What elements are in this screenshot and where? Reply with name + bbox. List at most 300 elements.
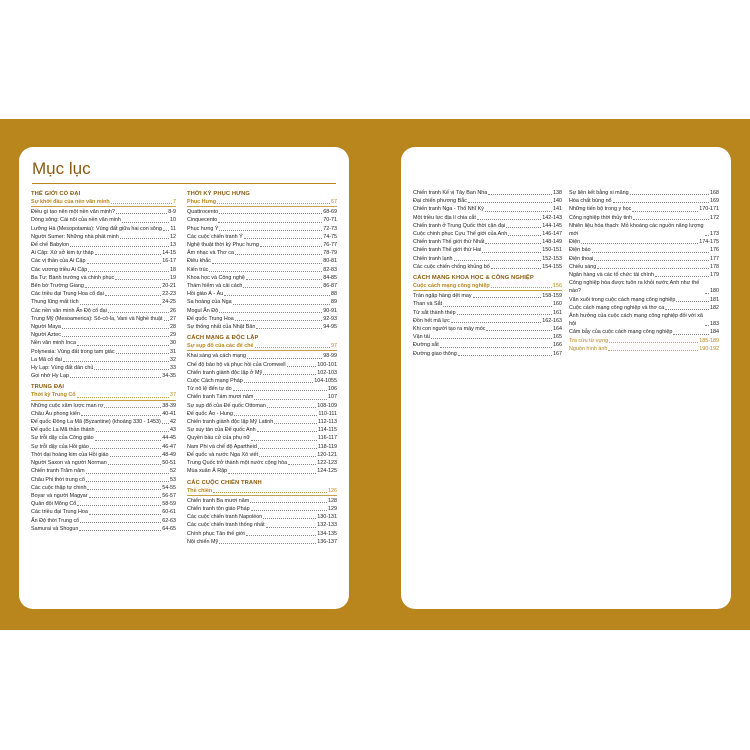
dot-leader	[608, 350, 698, 351]
page-number: 60-61	[162, 509, 176, 516]
page-number: 42	[170, 419, 176, 426]
page-number: 67	[331, 199, 337, 205]
toc-entry[interactable]	[31, 315, 176, 323]
entry-title: Sa hoàng của Nga	[187, 299, 232, 306]
toc-entry[interactable]	[31, 257, 176, 265]
toc-entry[interactable]	[187, 298, 337, 306]
toc-entry[interactable]	[413, 325, 562, 333]
dot-leader	[431, 338, 552, 339]
toc-entry[interactable]	[187, 208, 337, 216]
toc-entry[interactable]	[31, 418, 176, 426]
dot-leader	[79, 530, 161, 531]
toc-entry[interactable]	[31, 508, 176, 516]
dot-leader	[62, 328, 169, 329]
entry-title: Khoa học và Công nghệ	[187, 274, 245, 281]
dot-leader	[77, 505, 161, 506]
toc-column-1	[31, 187, 176, 533]
dot-leader	[263, 374, 316, 375]
page-number: 33	[170, 365, 176, 372]
toc-entry[interactable]	[187, 352, 337, 360]
section-heading: CÁCH MẠNG & ĐỘC LẬP	[187, 335, 259, 342]
entry-title: Châu Phi thời trung cổ	[31, 476, 85, 483]
dot-leader	[95, 254, 162, 255]
dot-leader	[705, 293, 709, 294]
dot-leader	[116, 353, 169, 354]
page-number: 104-1055	[314, 378, 337, 385]
dot-leader	[473, 297, 542, 298]
entry-title: Từ sắt thành thép	[413, 309, 456, 316]
toc-entry[interactable]	[413, 189, 562, 197]
entry-title: Cuộc chinh phục Cựu Thế giới của Anh	[413, 231, 508, 238]
entry-title: Âm nhạc và Thơ ca	[187, 250, 234, 257]
dot-leader	[80, 522, 161, 523]
toc-entry[interactable]	[569, 214, 719, 222]
page-number: 97	[331, 343, 337, 350]
toc-entry[interactable]	[187, 426, 337, 434]
toc-entry[interactable]	[187, 377, 337, 385]
entry-title: Người Aztec	[31, 332, 61, 339]
page-number: 142-143	[542, 214, 562, 221]
dot-leader	[219, 543, 316, 544]
toc-entry[interactable]	[569, 263, 719, 271]
dot-leader	[86, 473, 169, 474]
entry-title: Thám hiểm và cải cách	[187, 283, 243, 290]
toc-entry[interactable]	[187, 274, 337, 282]
toc-entry[interactable]	[569, 328, 719, 336]
toc-entry[interactable]	[31, 216, 176, 224]
dot-leader	[219, 213, 322, 214]
dot-leader	[234, 415, 318, 416]
entry-title: Cuộc cách mạng công nghiệp	[413, 283, 490, 290]
page-number: 94-95	[323, 324, 337, 331]
entry-title: Chiếu sáng	[569, 263, 597, 270]
entry-title: Trung Mỹ (Mesoamerica): Sô-cô-la, Vani và Nghề thuật	[31, 315, 163, 322]
entry-title: Một triều lực địa lí chia cắt	[413, 214, 476, 221]
toc-entry[interactable]	[569, 296, 719, 304]
toc-entry[interactable]	[31, 426, 176, 434]
page-number: 129	[328, 505, 337, 512]
page-number: 154-155	[542, 263, 562, 270]
dot-leader	[488, 194, 552, 195]
toc-entry[interactable]	[31, 331, 176, 339]
entry-title: Đồn hết mã lực	[413, 317, 450, 324]
entry-title: Chiến tranh Ba mươi năm	[187, 497, 250, 504]
entry-title: Điêu khắc	[187, 258, 211, 265]
entry-title: Phục hưng Ý	[187, 225, 219, 232]
toc-entry[interactable]	[569, 238, 719, 246]
toc-entry[interactable]	[31, 208, 176, 216]
toc-entry[interactable]	[569, 271, 719, 279]
dot-leader	[705, 325, 709, 326]
page-number: 30	[170, 340, 176, 347]
dot-leader	[94, 369, 169, 370]
dot-leader	[70, 377, 161, 378]
dot-leader	[506, 227, 541, 228]
page-number: 22-23	[162, 291, 176, 298]
dot-leader	[243, 287, 322, 288]
entry-title: Gọi nhớ Hy Lạp	[31, 373, 69, 380]
page-number: 182	[710, 304, 719, 311]
toc-entry[interactable]	[569, 279, 719, 295]
entry-title: Cinquecento	[187, 217, 218, 224]
page-number: 170-171	[699, 206, 719, 213]
toc-entry[interactable]	[187, 443, 337, 451]
entry-title: Từ nô lệ đến tự do	[187, 386, 232, 393]
page-number: 169	[710, 198, 719, 205]
toc-entry[interactable]	[187, 307, 337, 315]
toc-entry[interactable]	[413, 300, 562, 308]
page-number: 50-51	[162, 460, 176, 467]
page-number: 150-151	[542, 247, 562, 254]
dot-leader	[87, 489, 161, 490]
index-entry[interactable]	[569, 345, 719, 353]
page-number: 160	[553, 301, 562, 308]
entry-title: Các triều đại Trung Hoa	[31, 509, 88, 516]
entry-title: Than và Sắt	[413, 301, 443, 308]
toc-entry[interactable]	[187, 505, 337, 513]
index-entry[interactable]	[569, 337, 719, 345]
page-number: 118-119	[318, 443, 337, 450]
dot-leader	[257, 431, 317, 432]
entry-title: Tràn ngập hàng dệt may	[413, 293, 472, 300]
toc-entry[interactable]	[413, 238, 562, 246]
entry-title: Cảm bẫy của cuộc cách mạng công nghiệp	[569, 329, 673, 336]
toc-entry[interactable]	[187, 385, 337, 393]
toc-entry[interactable]	[413, 309, 562, 317]
toc-entry[interactable]	[187, 323, 337, 331]
entry-title: Châu Âu phong kiến	[31, 410, 80, 417]
entry-title: Công nghiệp hóa được tuôn ra khỏi nước Anh như thế nào?	[569, 280, 700, 295]
dot-leader	[246, 535, 317, 536]
entry-title: Chiến tranh Trăm năm	[31, 468, 85, 475]
page-number: 108-109	[317, 402, 337, 409]
toc-entry[interactable]	[187, 257, 337, 265]
entry-title: Sự thống nhất của Nhật Bản	[187, 324, 256, 331]
entry-title: Boyar và người Magyar	[31, 492, 88, 499]
entry-title: Nhiên liệu hóa thạch: Mỏ khoáng các nguồn năng lượng mới	[569, 222, 704, 238]
toc-entry[interactable]	[413, 333, 562, 341]
dot-leader	[673, 334, 709, 335]
toc-entry[interactable]	[187, 393, 337, 401]
page-number: 18	[170, 266, 176, 273]
toc-entry[interactable]	[31, 249, 176, 257]
page-number: 100-101	[317, 361, 337, 368]
page-number: 10	[170, 217, 176, 224]
page-number: 53	[170, 476, 176, 483]
entry-title: Chiến tranh Kế vị Tây Ban Nha	[413, 190, 488, 196]
page-number: 98-99	[323, 353, 337, 360]
dot-leader	[219, 230, 322, 231]
entry-title: Cuộc cách mạng công nghiệp và thơ ca	[569, 304, 665, 311]
toc-entry[interactable]	[31, 484, 176, 492]
entry-title: Bên bờ Trường Giang	[31, 283, 84, 290]
entry-title: La Mã cổ đại	[31, 356, 62, 363]
toc-entry[interactable]	[31, 323, 176, 331]
dot-leader	[219, 312, 322, 313]
entry-title: Điện thoại	[569, 255, 594, 262]
page-number: 116-117	[318, 435, 337, 442]
toc-entry[interactable]	[187, 216, 337, 224]
toc-entry[interactable]	[187, 402, 337, 410]
toc-entry[interactable]	[31, 348, 176, 356]
page-number: 138	[553, 190, 562, 196]
dot-leader	[454, 260, 542, 261]
page-number: 8-9	[168, 209, 176, 216]
entry-title: Đế quốc La Mã thần thánh	[31, 427, 95, 434]
dot-leader	[89, 514, 161, 515]
dot-leader	[485, 211, 552, 212]
page-number: 11	[170, 225, 176, 232]
toc-entry[interactable]	[187, 410, 337, 418]
page-number: 20-21	[162, 283, 176, 290]
toc-entry[interactable]	[569, 246, 719, 254]
page-number: 130-131	[317, 514, 337, 521]
entry-title: Các vị thần của Ai Cập	[31, 258, 86, 265]
section-heading: THẾ GIỚI CỔ ĐẠI	[31, 191, 81, 197]
toc-entry[interactable]	[187, 290, 337, 298]
toc-entry[interactable]	[569, 197, 719, 205]
toc-entry[interactable]	[31, 467, 176, 475]
page-number: 16-17	[162, 258, 176, 265]
page-number: 27	[170, 315, 176, 322]
dot-leader	[613, 202, 709, 203]
entry-title: Lưỡng Hà (Mesopotamia): Vùng đất giữa hai con sông	[31, 225, 162, 232]
dot-leader	[233, 390, 327, 391]
page-number: 68-69	[323, 209, 337, 216]
entry-title: Những tiến bộ trong y học	[569, 206, 632, 213]
dot-leader	[116, 213, 167, 214]
toc-entry[interactable]	[413, 230, 562, 238]
toc-entry[interactable]	[413, 292, 562, 300]
toc-entry[interactable]	[569, 312, 719, 328]
toc-entry[interactable]	[31, 500, 176, 508]
page-number: 92-93	[323, 315, 337, 322]
page-number: 172	[710, 214, 719, 221]
dot-leader	[163, 230, 169, 231]
toc-entry[interactable]	[413, 317, 562, 325]
entry-title: Sự suy tàn của Đế quốc Anh	[187, 427, 256, 434]
toc-entry[interactable]	[413, 205, 562, 213]
toc-entry[interactable]	[31, 410, 176, 418]
toc-entry[interactable]	[187, 315, 337, 323]
subsection-entry[interactable]	[31, 198, 176, 207]
toc-entry[interactable]	[31, 372, 176, 380]
toc-entry[interactable]	[187, 451, 337, 459]
toc-entry[interactable]	[31, 241, 176, 249]
dot-leader	[80, 304, 162, 305]
toc-entry[interactable]	[187, 282, 337, 290]
toc-column-3	[413, 189, 562, 358]
dot-leader	[110, 456, 162, 457]
dot-leader	[632, 211, 698, 212]
dot-leader	[594, 260, 709, 261]
dot-leader	[256, 328, 322, 329]
toc-entry[interactable]	[569, 189, 719, 197]
toc-entry[interactable]	[187, 369, 337, 377]
toc-entry[interactable]	[187, 233, 337, 241]
toc-entry[interactable]	[413, 222, 562, 230]
entry-title: Chiến tranh lạnh	[413, 255, 453, 262]
toc-entry[interactable]	[31, 274, 176, 282]
toc-entry[interactable]	[31, 339, 176, 347]
page-number: 152-153	[542, 255, 562, 262]
dot-leader	[440, 347, 552, 348]
page-number: 140	[553, 198, 562, 205]
toc-entry[interactable]	[31, 443, 176, 451]
entry-title: Vận tải	[413, 334, 430, 341]
toc-entry[interactable]	[31, 290, 176, 298]
toc-entry[interactable]	[413, 350, 562, 358]
entry-title: Ngân hàng và các tổ chức tài chính	[569, 272, 654, 279]
dot-leader	[108, 312, 169, 313]
toc-entry[interactable]	[187, 497, 337, 505]
dot-leader	[105, 295, 161, 296]
toc-entry[interactable]	[187, 241, 337, 249]
dot-leader	[287, 366, 317, 367]
page-number: 124-125	[317, 468, 337, 475]
page-number: 12	[170, 233, 176, 240]
toc-entry[interactable]	[187, 521, 337, 529]
toc-entry[interactable]	[31, 356, 176, 364]
dot-leader	[266, 527, 317, 528]
page-number: 56-57	[162, 492, 176, 499]
subsection-entry[interactable]	[187, 342, 337, 351]
subsection-entry[interactable]	[187, 487, 337, 496]
toc-entry[interactable]	[31, 492, 176, 500]
dot-leader	[224, 295, 330, 296]
toc-entry[interactable]	[31, 298, 176, 306]
toc-entry[interactable]	[413, 214, 562, 222]
dot-leader	[258, 448, 317, 449]
entry-title: Chiến tranh giành độc lập ở Mỹ	[187, 369, 263, 376]
subsection-entry[interactable]	[187, 198, 337, 207]
dot-leader	[250, 502, 327, 503]
toc-entry[interactable]	[31, 307, 176, 315]
dot-leader	[90, 448, 161, 449]
page-number: 107	[328, 394, 337, 401]
dot-leader	[491, 268, 541, 269]
page-number: 161	[553, 309, 562, 316]
page-number: 34-35	[162, 373, 176, 380]
dot-leader	[115, 279, 169, 280]
toc-entry[interactable]	[31, 451, 176, 459]
toc-entry[interactable]	[187, 361, 337, 369]
toc-entry[interactable]	[187, 249, 337, 257]
entry-title: Các cuộc chiến tranh Ý	[187, 233, 243, 240]
entry-title: Nền văn minh Inca	[31, 340, 76, 347]
toc-entry[interactable]	[413, 255, 562, 263]
dot-leader	[609, 342, 698, 343]
dot-leader	[217, 203, 330, 204]
toc-entry[interactable]	[31, 459, 176, 467]
toc-entry[interactable]	[413, 263, 562, 271]
toc-entry[interactable]	[31, 266, 176, 274]
dot-leader	[233, 304, 330, 305]
toc-entry[interactable]	[413, 197, 562, 205]
entry-title: Thế chiến	[187, 487, 213, 494]
toc-entry[interactable]	[31, 434, 176, 442]
entry-title: Chiến tranh Tám mươi năm	[187, 394, 254, 401]
title-divider	[32, 183, 336, 184]
toc-entry[interactable]	[569, 304, 719, 312]
toc-entry[interactable]	[569, 205, 719, 213]
toc-entry[interactable]	[413, 341, 562, 349]
dot-leader	[633, 219, 709, 220]
toc-entry[interactable]	[31, 282, 176, 290]
page-number: 166	[553, 342, 562, 349]
dot-leader	[85, 287, 161, 288]
entry-title: Đế quốc và nước Nga Xô viết	[187, 451, 258, 458]
entry-title: Điện báo	[569, 247, 591, 254]
toc-entry[interactable]	[187, 266, 337, 274]
page-number: 26	[170, 307, 176, 314]
entry-title: Người Maya	[31, 324, 61, 331]
toc-entry[interactable]	[31, 517, 176, 525]
toc-entry[interactable]	[31, 402, 176, 410]
dot-leader	[228, 473, 316, 474]
subsection-entry[interactable]	[31, 391, 176, 400]
page-number: 64-65	[162, 525, 176, 532]
toc-entry[interactable]	[31, 233, 176, 241]
page-number: 80-81	[323, 258, 337, 265]
dot-leader	[443, 306, 552, 307]
entry-title: Các nền văn minh Ấn Độ cổ đại	[31, 307, 107, 314]
dot-leader	[62, 336, 169, 337]
dot-leader	[260, 246, 322, 247]
dot-leader	[235, 254, 322, 255]
toc-entry[interactable]	[187, 467, 337, 475]
toc-page-left	[19, 147, 349, 609]
entry-title: Đế quốc Áo - Hung	[187, 410, 233, 417]
page-number: 144-145	[542, 222, 562, 229]
page-number: 7	[173, 199, 176, 205]
subsection-entry[interactable]	[413, 282, 562, 291]
entry-title: Quân đội Mông Cổ	[31, 501, 77, 508]
page-number: 62-63	[162, 517, 176, 524]
toc-entry[interactable]	[31, 476, 176, 484]
toc-entry[interactable]	[31, 364, 176, 372]
entry-title: Sự liên kết bằng xi măng	[569, 190, 629, 196]
toc-entry[interactable]	[187, 418, 337, 426]
dot-leader	[458, 355, 552, 356]
toc-entry[interactable]	[569, 222, 719, 238]
toc-entry[interactable]	[413, 246, 562, 254]
toc-entry[interactable]	[187, 513, 337, 521]
page-number: 43	[170, 427, 176, 434]
entry-title: Nghệ thuật thời kỳ Phục hưng	[187, 242, 259, 249]
entry-title: Nguồn hình ảnh	[569, 346, 608, 353]
entry-title: Đế quốc Đông La Mã (Byzantine) (khoảng 330 - 1453)	[31, 419, 161, 426]
entry-title: Thời kỳ Trung Cổ	[31, 392, 76, 399]
toc-entry[interactable]	[187, 459, 337, 467]
toc-entry[interactable]	[187, 530, 337, 538]
entry-title: Ba Tư: Bành trướng và chinh phục	[31, 274, 115, 281]
dot-leader	[457, 314, 552, 315]
page-number: 76-77	[323, 242, 337, 249]
toc-column-4	[569, 189, 719, 353]
toc-entry[interactable]	[31, 225, 176, 233]
entry-title: Các cuộc chiến tranh Napoléon	[187, 514, 263, 521]
toc-entry[interactable]	[569, 255, 719, 263]
dot-leader	[120, 238, 169, 239]
toc-entry[interactable]	[187, 225, 337, 233]
toc-entry[interactable]	[31, 525, 176, 533]
toc-entry[interactable]	[187, 434, 337, 442]
page-number: 32	[170, 356, 176, 363]
toc-entry[interactable]	[187, 538, 337, 546]
dot-leader	[274, 423, 317, 424]
page-number: 146-147	[542, 231, 562, 238]
